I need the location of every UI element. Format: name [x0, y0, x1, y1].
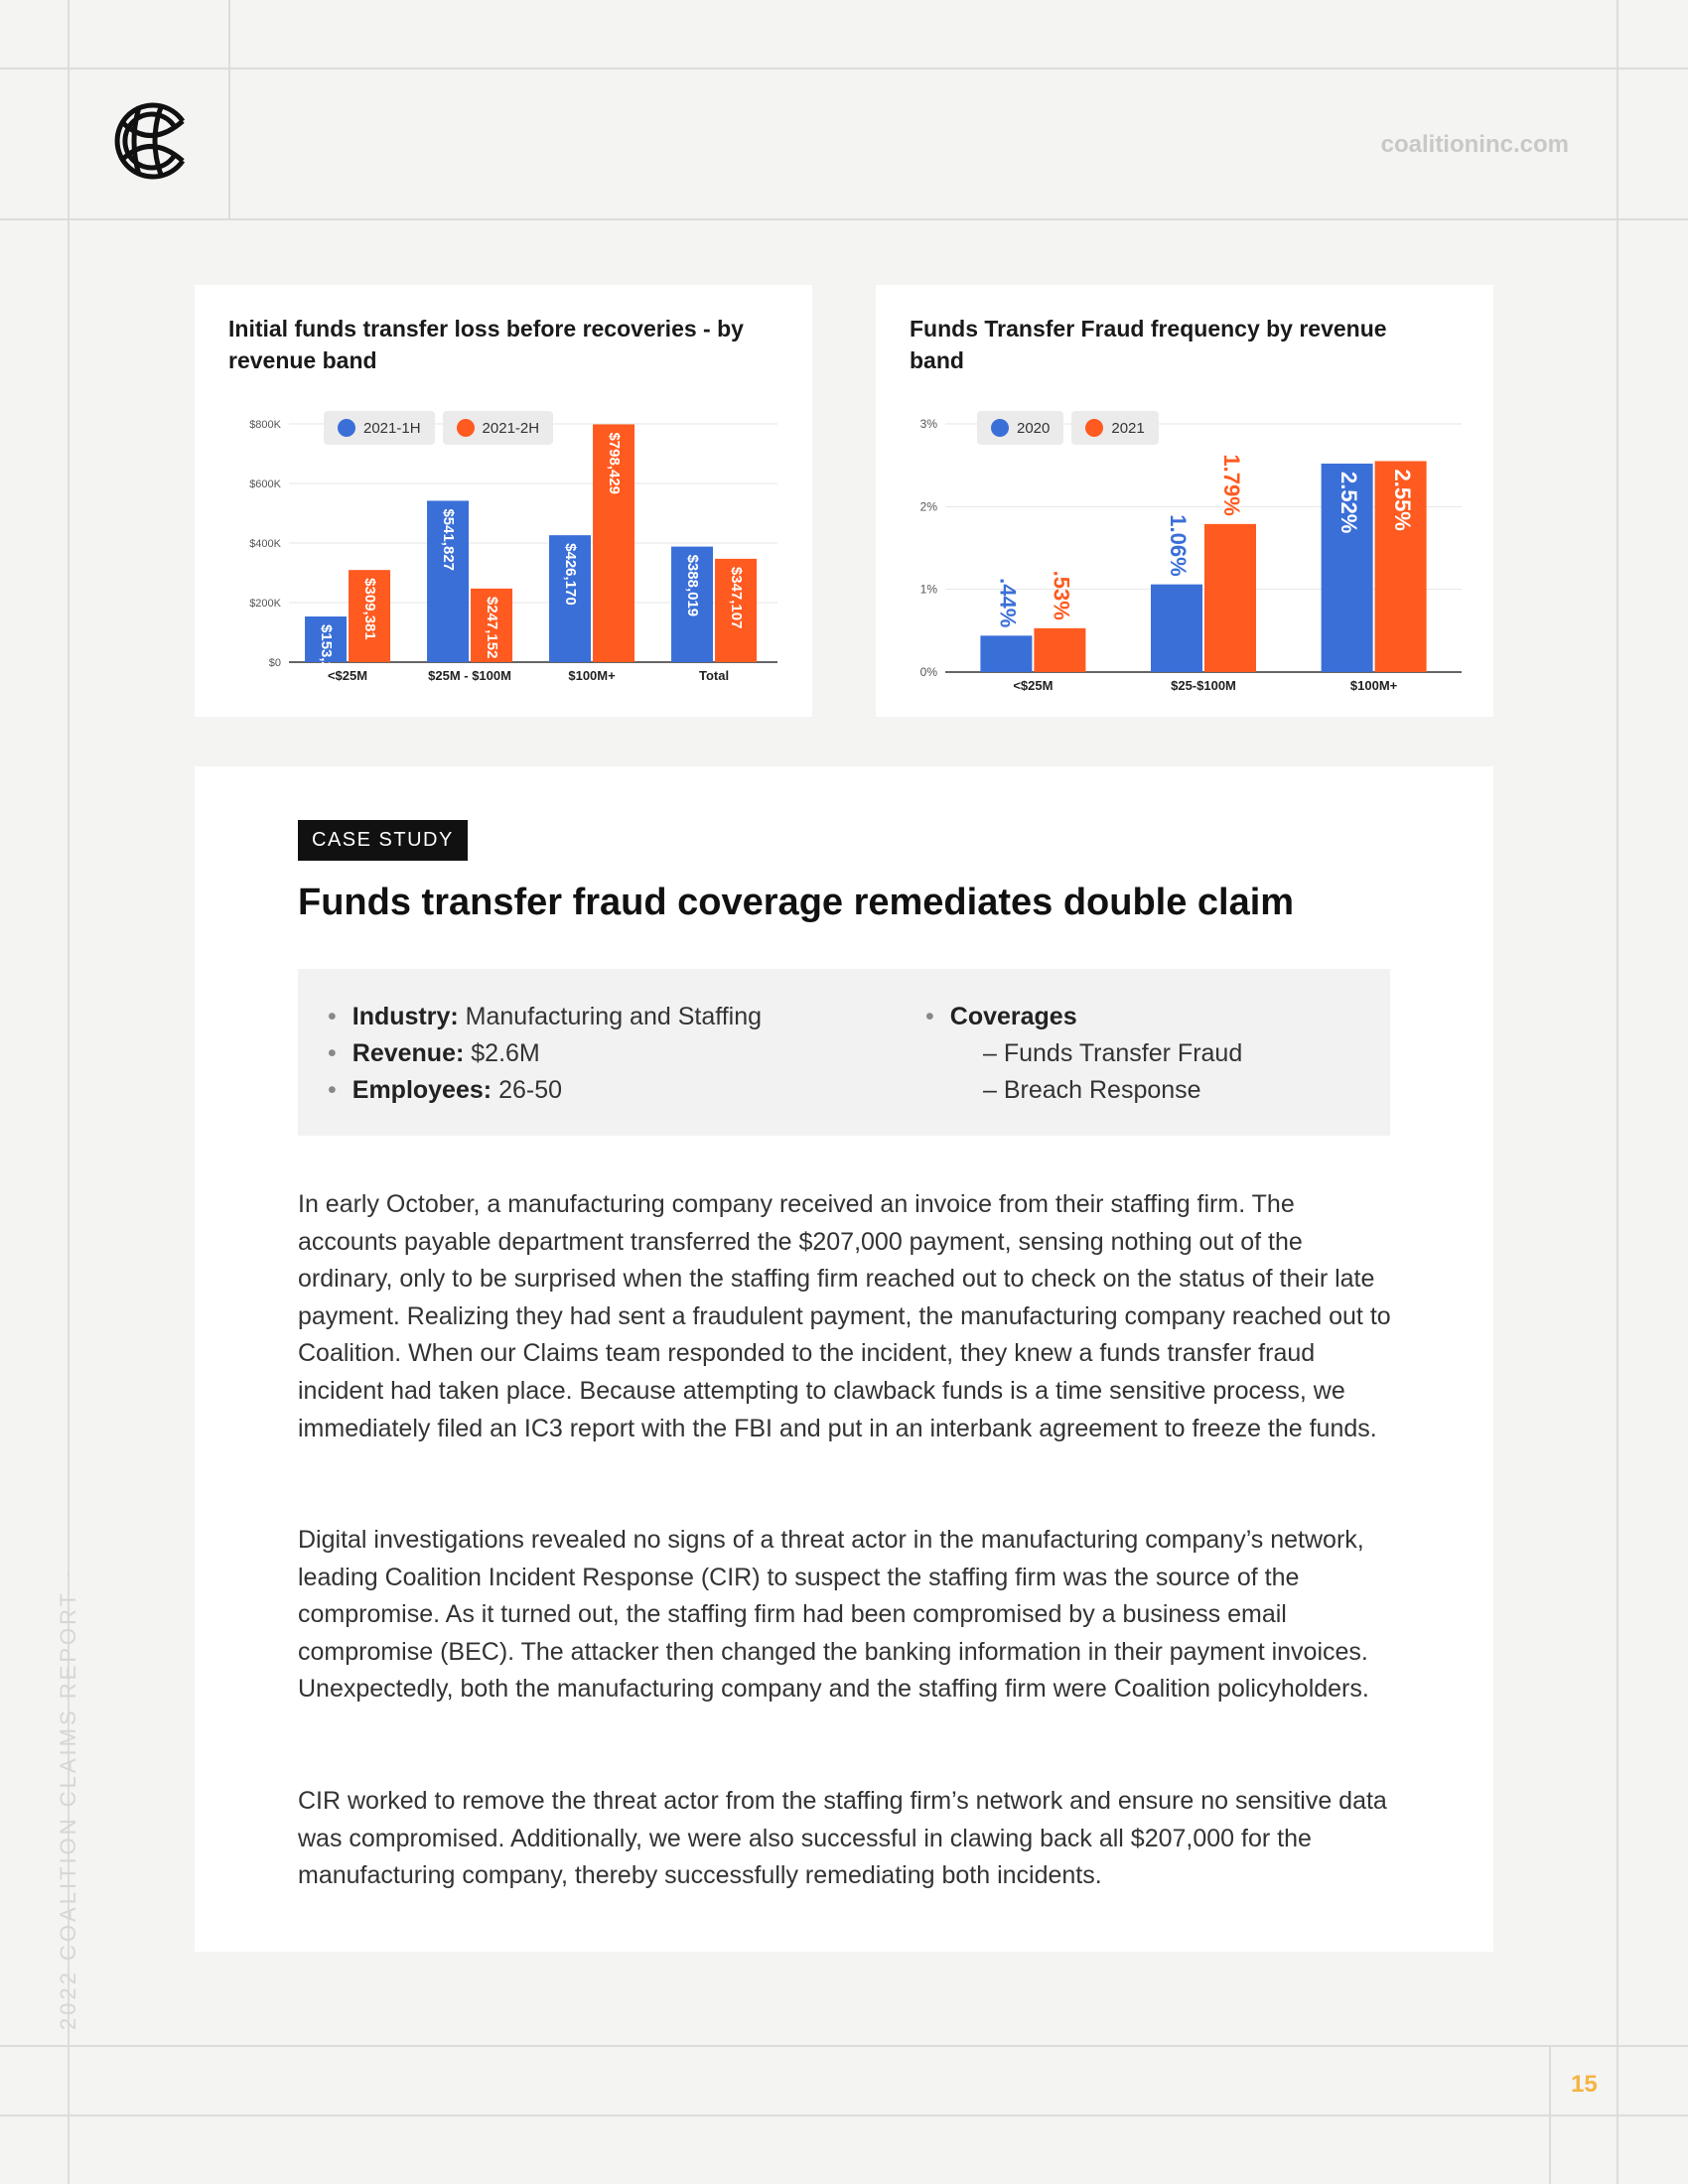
y-tick-label: $600K — [249, 478, 281, 490]
legend-swatch — [1085, 419, 1103, 437]
y-tick-label: 1% — [919, 582, 937, 597]
fact-value: Manufacturing and Staffing — [465, 1003, 763, 1030]
data-label: $541,827 — [440, 508, 458, 572]
case-paragraph: Digital investigations revealed no signs of a threat actor in the manufacturing company’s network, leading Coalition Incident Response (CIR) to suspect the staffing firm was the source of the compromise. As it turned out, the staffing firm had been compromised by a business email compromise (BEC). The attacker then changed the banking information in their payment invoices. Unexpectedly, both the manufacturing company and the staffing firm were Coalition policyholders. — [298, 1526, 1369, 1704]
y-tick-label: $200K — [249, 598, 281, 610]
legend-label: 2021 — [1111, 419, 1145, 437]
fact-label: Coverages — [949, 1003, 1077, 1030]
report-title: 2022 COALITION CLAIMS REPORT — [56, 1589, 80, 2030]
data-label: .44% — [995, 578, 1021, 628]
data-label: 1.79% — [1219, 454, 1245, 516]
legend-label: 2020 — [1017, 419, 1051, 437]
fact-label: Revenue: — [352, 1039, 465, 1067]
chart-legend — [977, 411, 1159, 445]
category-label: $25M - $100M — [428, 668, 511, 683]
fact-revenue: • Revenue: $2.6M — [328, 1039, 540, 1067]
data-label: .53% — [1049, 570, 1074, 620]
page-number: 15 — [1571, 2071, 1598, 2098]
fact-employees: • Employees: 26-50 — [328, 1076, 563, 1104]
case-paragraph: In early October, a manufacturing company received an invoice from their staffing firm. The accounts payable department transferred the $207,000 payment, sensing nothing out of the ordinary, only to be surprised when the staffing firm reached out to check on the status of their late payment. Realizing they had sent a fraudulent payment, the manufacturing company reached out to Coalition. When our Claims team responded to the incident, they knew a funds transfer fraud incident had taken place. Because attempting to clawback funds is a time sensitive process, we immediately filed an IC3 report with the FBI and put in an interbank agreement to freeze the funds. — [298, 1190, 1391, 1442]
legend-item — [1071, 411, 1158, 445]
grid-line — [0, 68, 1688, 69]
data-label: $426,170 — [562, 543, 580, 606]
category-label: $100M+ — [568, 668, 616, 683]
data-label: 2.52% — [1336, 472, 1361, 534]
chart-card-frequency — [876, 285, 1493, 717]
legend-swatch — [457, 419, 475, 437]
bar — [1151, 585, 1202, 672]
legend-item — [443, 411, 554, 445]
y-tick-label: 0% — [919, 665, 937, 679]
grid-line — [0, 2115, 1688, 2116]
data-label: $247,152 — [484, 596, 501, 659]
grid-line — [0, 2045, 1688, 2047]
y-tick-label: $0 — [268, 657, 281, 669]
fact-label: Employees: — [352, 1076, 492, 1104]
case-study-badge: CASE STUDY — [298, 820, 468, 861]
legend-swatch — [338, 419, 355, 437]
y-tick-label: $400K — [249, 538, 281, 550]
grid-line — [228, 0, 230, 220]
site-url[interactable]: coalitioninc.com — [1380, 131, 1569, 158]
y-tick-label: 3% — [919, 417, 937, 431]
coverage-item: – Funds Transfer Fraud — [983, 1039, 1243, 1067]
chart-title: Initial funds transfer loss before recoveries - by revenue band — [228, 316, 744, 373]
coverage-item: – Breach Response — [983, 1076, 1201, 1104]
grid-line — [1617, 0, 1618, 2184]
coalition-logo — [109, 99, 193, 183]
chart-loss-svg — [195, 285, 812, 717]
side-divider — [68, 1573, 70, 1576]
data-label: $153,289 — [318, 624, 336, 687]
data-label: 1.06% — [1166, 514, 1192, 577]
case-study-headline: Funds transfer fraud coverage remediates double claim — [298, 882, 1295, 923]
data-label: $798,429 — [606, 432, 624, 495]
bar — [1034, 628, 1085, 672]
fact-value: $2.6M — [471, 1039, 540, 1067]
chart-legend — [324, 411, 553, 445]
y-tick-label: $800K — [249, 419, 281, 431]
legend-item — [977, 411, 1063, 445]
chart-card-loss — [195, 285, 812, 717]
category-label: <$25M — [1013, 678, 1054, 693]
grid-line — [0, 218, 1688, 220]
grid-line — [1549, 2045, 1551, 2184]
side-label — [54, 1573, 83, 2030]
fact-coverages: • Coverages — [925, 1003, 1077, 1030]
case-facts-box — [298, 969, 1390, 1136]
legend-swatch — [991, 419, 1009, 437]
data-label: $347,107 — [728, 566, 746, 629]
y-tick-label: 2% — [919, 499, 937, 514]
category-label: $25-$100M — [1171, 678, 1236, 693]
fact-industry: • Industry: Manufacturing and Staffing — [328, 1003, 763, 1030]
legend-item — [324, 411, 435, 445]
category-label: $100M+ — [1349, 678, 1398, 693]
facts-list — [328, 999, 762, 1109]
data-label: $309,381 — [361, 578, 379, 640]
chart-frequency-svg — [876, 285, 1493, 717]
data-label: $388,019 — [684, 554, 702, 617]
fact-value: 26-50 — [498, 1076, 563, 1104]
fact-label: Industry: — [352, 1003, 459, 1030]
bar — [980, 635, 1032, 672]
legend-label: 2021-1H — [363, 419, 421, 437]
category-label: Total — [698, 668, 730, 683]
legend-label: 2021-2H — [482, 419, 540, 437]
bar — [1204, 524, 1256, 672]
chart-title: Funds Transfer Fraud frequency by revenue band — [910, 316, 1387, 373]
category-label: <$25M — [327, 668, 368, 683]
case-paragraph: CIR worked to remove the threat actor from the staffing firm’s network and ensure no sensitive data was compromised. Additionally, we were also successful in clawing back all $207,000 for the manufacturing company, thereby successfully remediating both incidents. — [298, 1787, 1387, 1890]
coverages-list — [925, 999, 1242, 1109]
data-label: 2.55% — [1389, 469, 1415, 531]
